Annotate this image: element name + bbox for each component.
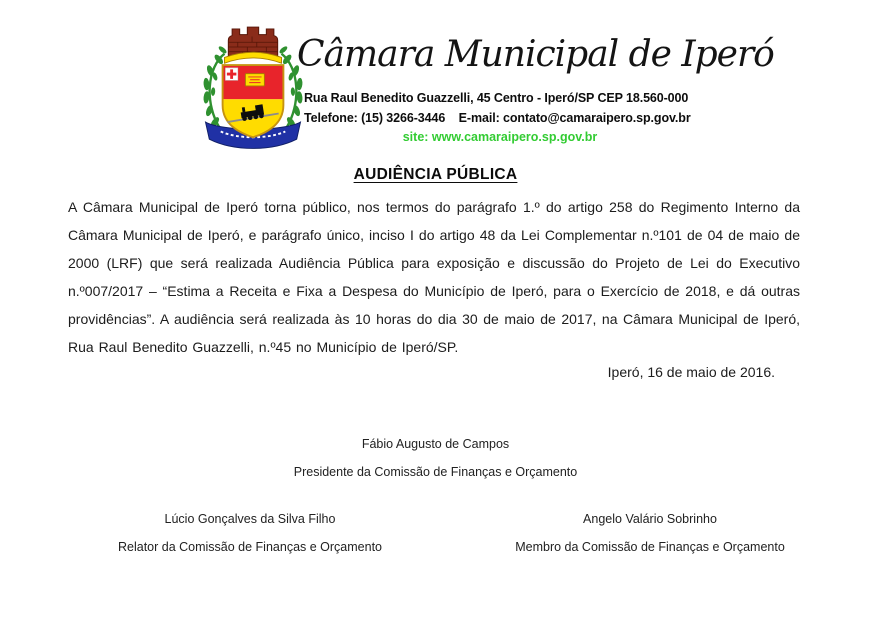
signature-block-president (0, 436, 871, 480)
address-line-2: Telefone: (15) 3266-3446 E-mail: contato@camaraipero.sp.gov.br (304, 111, 691, 125)
signature-block-membro (460, 511, 840, 555)
org-name: Câmara Municipal de Iperó (297, 34, 774, 75)
mural-crown (228, 27, 277, 56)
dateline: Iperó, 16 de maio de 2016. (607, 364, 775, 380)
signature-role: Membro da Comissão de Finanças e Orçamento (515, 540, 785, 554)
canton-cross (225, 68, 237, 80)
signature-role: Presidente da Comissão de Finanças e Orçamento (293, 465, 578, 479)
signature-row (60, 511, 840, 555)
signature-role: Relator da Comissão de Finanças e Orçamento (117, 540, 382, 554)
signature-name: Lúcio Gonçalves da Silva Filho (164, 512, 336, 526)
signature-block-relator (60, 511, 440, 555)
signature-name: Angelo Valário Sobrinho (583, 512, 717, 526)
address-line-1: Rua Raul Benedito Guazzelli, 45 Centro - Iperó/SP CEP 18.560-000 (304, 91, 689, 105)
ipero-coat-of-arms-icon (196, 21, 310, 149)
website-line: site: www.camaraipero.sp.gov.br (402, 130, 598, 144)
signature-name: Fábio Augusto de Campos (361, 437, 510, 451)
body-paragraph: A Câmara Municipal de Iperó torna público, nos termos do parágrafo 1.º do artigo 258 do Regimento Interno da Câmara Municipal de Iperó, e parágrafo único, inciso I do artigo 48 da Lei Complementar n.º101 de 04 de maio de 2000 (LRF) que será realizada Audiência Pública para exposição e discussão do Projeto de Lei do Executivo n.º007/2017 – “Estima a Receita e Fixa a Despesa do Município de Iperó, para o Exercício de 2018, e dá outras providências”. A audiência será realizada às 10 horas do dia 30 de maio de 2017, na Câmara Municipal de Iperó, Rua Raul Benedito Guazzelli, n.º45 no Município de Iperó/SP. (68, 199, 800, 355)
document-title: AUDIÊNCIA PÚBLICA (353, 166, 518, 183)
shield-plaque (245, 74, 264, 86)
